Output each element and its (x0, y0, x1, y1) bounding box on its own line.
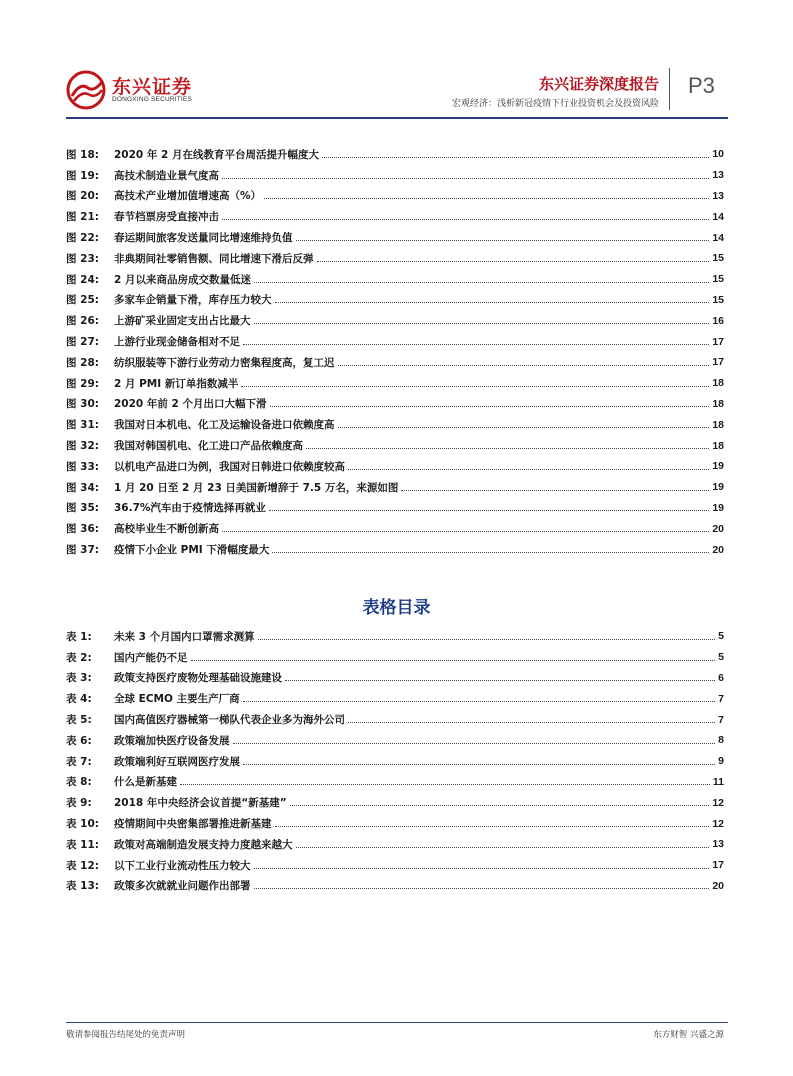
footer-rule (66, 1022, 728, 1023)
entry-title[interactable]: 我国对韩国机电、化工进口产品依赖度高 (114, 440, 303, 453)
entry-title[interactable]: 2018 年中央经济会议首提“新基建” (114, 797, 287, 810)
entry-title[interactable]: 政策多次就就业问题作出部署 (114, 880, 251, 893)
entry-number: 表 5: (66, 714, 92, 727)
entry-page-number[interactable]: 18 (712, 439, 724, 452)
figure-entry[interactable] (66, 206, 724, 227)
dot-leader (296, 240, 710, 241)
entry-number: 表 4: (66, 693, 92, 706)
dot-leader (275, 826, 710, 827)
entry-title[interactable]: 春节档票房受直接冲击 (114, 211, 219, 224)
figure-entry[interactable] (66, 539, 724, 560)
header-divider (669, 68, 670, 110)
entry-number: 图 27: (66, 336, 99, 349)
entry-number: 图 30: (66, 398, 99, 411)
report-subtitle: 宏观经济：浅析新冠疫情下行业投资机会及投资风险 (451, 99, 659, 109)
entry-title[interactable]: 36.7%汽车由于疫情选择再就业 (114, 502, 266, 515)
figure-entry[interactable] (66, 310, 724, 331)
logo-text-en: DONGXING SECURITIES (112, 96, 193, 103)
figure-entry[interactable] (66, 394, 724, 415)
entry-page-number[interactable]: 14 (712, 231, 724, 244)
entry-number: 表 6: (66, 734, 92, 747)
entry-page-number[interactable]: 9 (718, 755, 724, 768)
dot-leader (254, 868, 710, 869)
entry-page-number[interactable]: 20 (712, 879, 724, 892)
dot-leader (222, 178, 709, 179)
entry-title[interactable]: 1 月 20 日至 2 月 23 日美国新增辞于 7.5 万名，来源如图 (114, 481, 399, 494)
table-entry[interactable] (66, 855, 724, 876)
entry-page-number[interactable]: 7 (718, 713, 724, 726)
entry-title[interactable]: 以下工业行业流动性压力较大 (114, 859, 251, 872)
entry-page-number[interactable]: 17 (712, 335, 724, 348)
table-entry[interactable] (66, 688, 724, 709)
entry-title[interactable]: 未来 3 个月国内口罩需求测算 (114, 630, 255, 643)
figure-entry[interactable] (66, 290, 724, 311)
entry-page-number[interactable]: 13 (712, 169, 724, 182)
entry-title[interactable]: 高技术制造业景气度高 (114, 169, 219, 182)
entry-title[interactable]: 全球 ECMO 主要生产厂商 (114, 693, 240, 706)
entry-page-number[interactable]: 12 (712, 817, 724, 830)
dot-leader (275, 302, 710, 303)
entry-title[interactable]: 国内产能仍不足 (114, 651, 188, 664)
dot-leader (258, 639, 716, 640)
entry-page-number[interactable]: 15 (712, 252, 724, 265)
entry-title[interactable]: 高技术产业增加值增速高（%） (114, 190, 262, 203)
dot-leader (270, 406, 710, 407)
dot-leader (191, 660, 716, 661)
entry-page-number[interactable]: 13 (712, 189, 724, 202)
entry-page-number[interactable]: 8 (718, 734, 724, 747)
entry-number: 图 34: (66, 481, 99, 494)
report-title: 东兴证券深度报告 (538, 75, 659, 93)
table-entry[interactable] (66, 626, 724, 647)
dot-leader (401, 490, 709, 491)
entry-page-number[interactable]: 16 (712, 314, 724, 327)
entry-number: 图 31: (66, 419, 99, 432)
entry-page-number[interactable]: 6 (718, 671, 724, 684)
dot-leader (222, 219, 709, 220)
entry-title[interactable]: 2 月 PMI 新订单指数减半 (114, 377, 239, 390)
table-entry[interactable] (66, 751, 724, 772)
dot-leader (254, 282, 709, 283)
figure-entry[interactable] (66, 248, 724, 269)
entry-number: 图 28: (66, 356, 99, 369)
entry-title[interactable]: 2020 年 2 月在线教育平台周活提升幅度大 (114, 148, 319, 161)
table-entry[interactable] (66, 834, 724, 855)
entry-number: 图 32: (66, 440, 99, 453)
page-number: P3 (688, 73, 715, 98)
entry-number: 图 20: (66, 190, 99, 203)
entry-page-number[interactable]: 14 (712, 210, 724, 223)
entry-number: 表 13: (66, 880, 99, 893)
entry-number: 表 1: (66, 630, 92, 643)
table-entry[interactable] (66, 772, 724, 793)
entry-title[interactable]: 春运期间旅客发送量同比增速维持负值 (114, 232, 293, 245)
entry-page-number[interactable]: 19 (712, 501, 724, 514)
table-entry[interactable] (66, 876, 724, 897)
entry-title[interactable]: 政策端加快医疗设备发展 (114, 734, 230, 747)
entry-title[interactable]: 2020 年前 2 个月出口大幅下滑 (114, 398, 267, 411)
entry-page-number[interactable]: 10 (712, 148, 724, 161)
entry-title[interactable]: 什么是新基建 (114, 776, 177, 789)
dot-leader (338, 427, 710, 428)
figure-entry[interactable] (66, 518, 724, 539)
entry-number: 图 37: (66, 544, 99, 557)
entry-number: 图 29: (66, 377, 99, 390)
logo-text-cn: 东兴证券 (112, 76, 193, 98)
figure-entry[interactable] (66, 373, 724, 394)
dot-leader (348, 469, 709, 470)
figure-entry[interactable] (66, 269, 724, 290)
dot-leader (243, 344, 709, 345)
table-entry[interactable] (66, 709, 724, 730)
figure-entry[interactable] (66, 352, 724, 373)
entry-page-number[interactable]: 5 (718, 630, 724, 643)
entry-page-number[interactable]: 11 (712, 775, 724, 788)
dot-leader (241, 386, 709, 387)
dot-leader (254, 888, 710, 889)
entry-number: 图 35: (66, 502, 99, 515)
entry-title[interactable]: 疫情期间中央密集部署推进新基建 (114, 818, 272, 831)
entry-number: 表 2: (66, 651, 92, 664)
dot-leader (269, 510, 709, 511)
dot-leader (272, 552, 709, 553)
entry-title[interactable]: 疫情下小企业 PMI 下滑幅度最大 (114, 544, 270, 557)
entry-page-number[interactable]: 18 (712, 397, 724, 410)
entry-page-number[interactable]: 15 (712, 293, 724, 306)
entry-number: 图 26: (66, 315, 99, 328)
entry-title[interactable]: 我国对日本机电、化工及运输设备进口依赖度高 (114, 419, 335, 432)
entry-title[interactable]: 政策对高端制造发展支持力度越来越大 (114, 838, 293, 851)
entry-page-number[interactable]: 18 (712, 418, 724, 431)
entry-number: 表 9: (66, 797, 92, 810)
entry-page-number[interactable]: 12 (712, 796, 724, 809)
table-entry[interactable] (66, 792, 724, 813)
entry-number: 表 7: (66, 755, 92, 768)
entry-title[interactable]: 上游行业现金储备相对不足 (114, 336, 240, 349)
tables-heading: 表格目录 (362, 598, 431, 618)
company-logo (66, 70, 196, 110)
figure-entry[interactable] (66, 477, 724, 498)
entry-title[interactable]: 以机电产品进口为例，我国对日韩进口依赖度较高 (114, 460, 345, 473)
entry-title[interactable]: 政策支持医疗废物处理基础设施建设 (114, 672, 282, 685)
dot-leader (338, 365, 710, 366)
entry-number: 表 8: (66, 776, 92, 789)
entry-title[interactable]: 政策端利好互联网医疗发展 (114, 755, 240, 768)
header-rule (66, 117, 728, 119)
entry-title[interactable]: 2 月以来商品房成交数量低迷 (114, 273, 251, 286)
dot-leader (243, 764, 715, 765)
entry-page-number[interactable]: 20 (712, 522, 724, 535)
entry-page-number[interactable]: 17 (712, 859, 724, 872)
entry-page-number[interactable]: 13 (712, 838, 724, 851)
dot-leader (222, 531, 709, 532)
entry-title[interactable]: 国内高值医疗器械第一梯队代表企业多为海外公司 (114, 714, 345, 727)
entry-number: 图 19: (66, 169, 99, 182)
entry-title[interactable]: 上游矿采业固定支出占比最大 (114, 315, 251, 328)
dot-leader (254, 323, 710, 324)
figure-index (66, 144, 724, 560)
entry-number: 图 21: (66, 211, 99, 224)
figure-entry[interactable] (66, 186, 724, 207)
dot-leader (290, 805, 710, 806)
dot-leader (243, 701, 716, 702)
figure-entry[interactable] (66, 414, 724, 435)
figure-entry[interactable] (66, 456, 724, 477)
entry-number: 表 11: (66, 838, 99, 851)
entry-number: 图 24: (66, 273, 99, 286)
entry-number: 图 36: (66, 523, 99, 536)
entry-number: 表 12: (66, 859, 99, 872)
dot-leader (348, 722, 715, 723)
table-entry[interactable] (66, 647, 724, 668)
entry-number: 图 18: (66, 148, 99, 161)
entry-title[interactable]: 高校毕业生不断创新高 (114, 523, 219, 536)
figure-entry[interactable] (66, 498, 724, 519)
dot-leader (306, 448, 709, 449)
figure-entry[interactable] (66, 227, 724, 248)
disclaimer-note: 敬请参阅报告结尾处的免责声明 (66, 1030, 186, 1040)
dot-leader (180, 784, 710, 785)
dot-leader (317, 261, 710, 262)
entry-number: 图 33: (66, 460, 99, 473)
entry-page-number[interactable]: 19 (712, 481, 724, 494)
dot-leader (296, 847, 710, 848)
figure-entry[interactable] (66, 331, 724, 352)
entry-number: 图 22: (66, 232, 99, 245)
entry-number: 图 23: (66, 252, 99, 265)
entry-page-number[interactable]: 17 (712, 356, 724, 369)
dot-leader (264, 198, 709, 199)
dot-leader (322, 157, 709, 158)
table-entry[interactable] (66, 668, 724, 689)
figure-entry[interactable] (66, 144, 724, 165)
logo-emblem-icon (66, 70, 108, 110)
entry-title[interactable]: 非典期间社零销售额、同比增速下滑后反弹 (114, 252, 314, 265)
figure-entry[interactable] (66, 165, 724, 186)
entry-page-number[interactable]: 20 (712, 543, 724, 556)
entry-title[interactable]: 纺织服装等下游行业劳动力密集程度高，复工迟 (114, 356, 335, 369)
table-entry[interactable] (66, 730, 724, 751)
table-index (66, 626, 724, 896)
dot-leader (233, 743, 716, 744)
figure-entry[interactable] (66, 435, 724, 456)
entry-number: 表 10: (66, 818, 99, 831)
entry-page-number[interactable]: 18 (712, 377, 724, 390)
table-entry[interactable] (66, 813, 724, 834)
entry-page-number[interactable]: 19 (712, 460, 724, 473)
entry-title[interactable]: 多家车企销量下滑，库存压力较大 (114, 294, 272, 307)
entry-page-number[interactable]: 7 (718, 692, 724, 705)
footer-slogan: 东方财智 兴盛之源 (653, 1030, 724, 1040)
entry-number: 表 3: (66, 672, 92, 685)
entry-page-number[interactable]: 5 (718, 651, 724, 664)
entry-number: 图 25: (66, 294, 99, 307)
entry-page-number[interactable]: 15 (712, 273, 724, 286)
dot-leader (285, 680, 715, 681)
